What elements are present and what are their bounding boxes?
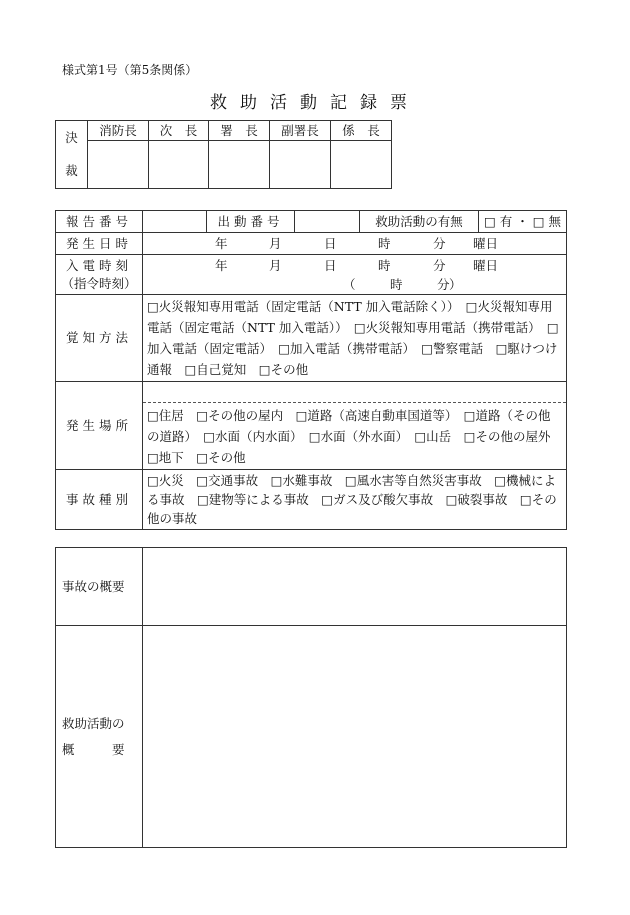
approval-side-label-2: 裁 [65,163,78,178]
stamp-cell-deputy[interactable] [149,141,209,189]
occurrence-datetime-field[interactable] [143,233,567,255]
call-time-label-sub: （指令時刻） [61,275,137,291]
place-field[interactable] [143,382,567,470]
notify-method-label: 覚知方法 [56,295,143,382]
unit-month: 月 [269,235,282,251]
paren-open: （ [343,276,356,292]
page-title: 救助活動記録票 [210,93,420,113]
unit-day: 日 [324,257,337,273]
report-no-label: 報告番号 [56,211,143,233]
occurrence-datetime-label: 発生日時 [56,233,143,255]
unit-month: 月 [269,257,282,273]
place-label: 発生場所 [56,382,143,470]
approval-header-section-chief: 係 長 [331,121,392,141]
notify-method-options[interactable]: □火災報知専用電話（固定電話（NTT 加入電話除く）） □火災報知専用電話（固定電話（NTT 加入電話）） □火災報知専用電話（携帯電話） □加入電話（固定電話） □加入電話（携帯電話） □警察電話 □駆けつけ通報 □自己覚知 □その他 [143,295,567,382]
rescue-summary-field[interactable] [143,626,567,848]
call-time-label-main: 入電時刻 [65,257,132,273]
unit-minute: 分 [433,257,446,273]
approval-header-station-chief: 署 長 [209,121,270,141]
rescue-summary-label [56,626,143,848]
dispatch-no-label: 出動番号 [207,211,295,233]
rescue-flag-checkboxes[interactable]: □ 有 ・ □ 無 [479,211,567,233]
stamp-cell-station-chief[interactable] [209,141,270,189]
unit-minute-dispatch: 分 [437,276,450,292]
unit-year: 年 [215,235,228,251]
report-table [55,210,567,530]
stamp-cell-vice-station-chief[interactable] [270,141,331,189]
unit-weekday: 曜日 [473,235,499,251]
unit-hour-dispatch: 時 [390,276,403,292]
accident-type-options[interactable]: □火災 □交通事故 □水難事故 □風水害等自然災害事故 □機械による事故 □建物等による事故 □ガス及び酸欠事故 □破裂事故 □その他の事故 [143,470,567,530]
approval-side-label-1: 決 [65,130,78,145]
approval-side-label [56,121,88,189]
unit-hour: 時 [378,257,391,273]
accident-summary-label: 事故の概要 [56,548,143,626]
rescue-summary-label-1: 救助活動の [62,715,125,731]
approval-table [55,120,392,189]
call-time-label [56,255,143,295]
approval-header-chief: 消防長 [88,121,149,141]
accident-type-label: 事故種別 [56,470,143,530]
unit-day: 日 [324,235,337,251]
unit-weekday: 曜日 [473,257,499,273]
unit-hour: 時 [378,235,391,251]
report-no-field[interactable] [143,211,207,233]
stamp-cell-chief[interactable] [88,141,149,189]
rescue-summary-label-2: 概 要 [62,741,125,757]
rescue-flag-label: 救助活動の有無 [360,211,479,233]
place-options[interactable]: □住居 □その他の屋内 □道路（高速自動車国道等） □道路（その他の道路） □水面（内水面） □水面（外水面） □山岳 □その他の屋外 □地下 □その他 [147,408,564,465]
paren-close: ） [449,276,462,292]
place-address-line[interactable] [143,382,566,403]
unit-minute: 分 [433,235,446,251]
unit-year: 年 [215,257,228,273]
form-id: 様式第1号（第5条関係） [62,63,198,77]
call-time-field[interactable] [143,255,567,295]
dispatch-no-field[interactable] [295,211,360,233]
approval-header-vice-station-chief: 副署長 [270,121,331,141]
stamp-cell-section-chief[interactable] [331,141,392,189]
accident-summary-field[interactable] [143,548,567,626]
summary-table [55,547,567,848]
approval-header-deputy: 次 長 [149,121,209,141]
